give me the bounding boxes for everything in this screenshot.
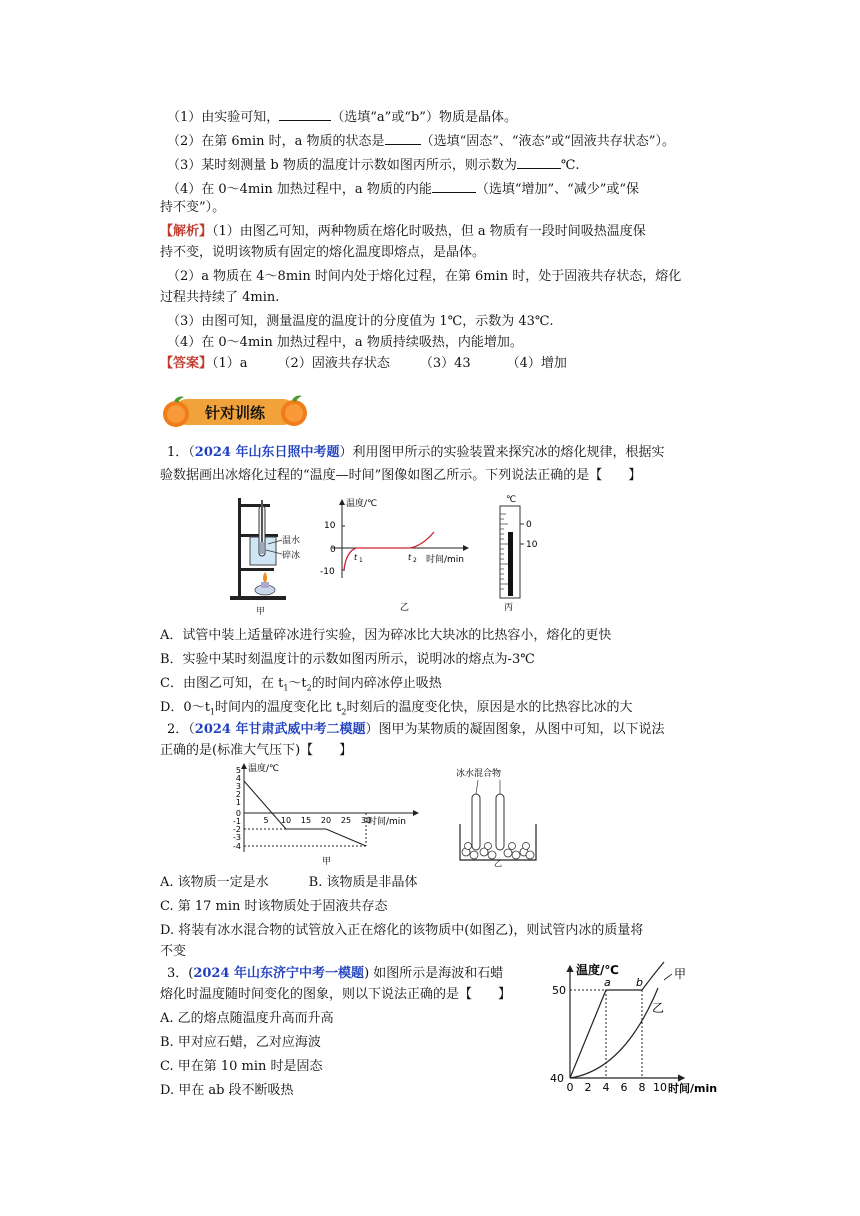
- p1-option-c[interactable]: C．由图乙可知，在 $t_1\sim t_2$的时间内碎冰停止吸热: [160, 676, 442, 693]
- p2-solidification-graph: [226, 760, 426, 870]
- svg-text:时间/min: 时间/min: [668, 1082, 718, 1095]
- p2-option-c[interactable]: C. 第 17 min 时该物质处于固液共存态: [160, 899, 388, 914]
- blank: [385, 131, 421, 145]
- p3-melting-graph: [548, 960, 738, 1100]
- banner-graphic: [160, 393, 310, 431]
- analysis-line4: 过程共持续了 4min.: [160, 290, 280, 305]
- svg-text:丙: 丙: [504, 603, 514, 613]
- svg-text:-1: -1: [233, 817, 241, 826]
- svg-text:b: b: [636, 976, 643, 989]
- analysis-line6: （4）在 0～4min 加热过程中，a 物质持续吸热，内能增加。: [167, 335, 523, 350]
- svg-text:20: 20: [320, 816, 332, 825]
- p3-option-a[interactable]: A. 乙的熔点随温度升高而升高: [160, 1011, 334, 1026]
- svg-text:t: t: [354, 553, 358, 562]
- svg-text:10: 10: [324, 521, 336, 531]
- p1-source: 2024 年山东日照中考题: [194, 445, 340, 460]
- q1-part4-cont: 持不变”）。: [160, 200, 226, 215]
- p1-line1: 1．（2024 年山东日照中考题）利用图甲所示的实验装置来探究冰的熔化规律，根据实: [167, 445, 665, 460]
- p2-source: 2024 年甘肃武威中考二模题: [194, 722, 366, 737]
- svg-text:50: 50: [552, 984, 566, 997]
- banner-title: 针对训练: [204, 404, 266, 422]
- p2-option-b[interactable]: B. 该物质是非晶体: [308, 875, 418, 890]
- svg-text:乙: 乙: [652, 1001, 665, 1015]
- svg-text:冰水混合物: 冰水混合物: [456, 769, 502, 779]
- svg-text:甲: 甲: [322, 857, 332, 867]
- analysis-line2: 持不变，说明该物质有固定的熔化温度即熔点，是晶体。: [160, 245, 486, 260]
- analysis-line3: （2）a 物质在 4～8min 时间内处于熔化过程，在第 6min 时，处于固液共存状态，熔化: [167, 269, 682, 284]
- svg-text:0: 0: [566, 1081, 574, 1094]
- svg-text:温水: 温水: [282, 536, 301, 546]
- svg-text:25: 25: [340, 816, 352, 825]
- svg-text:2: 2: [413, 557, 417, 564]
- blank: [517, 155, 561, 169]
- svg-text:2: 2: [235, 790, 241, 799]
- svg-text:℃: ℃: [506, 495, 517, 505]
- answer-line: 【答案】（1）a （2）固液共存状态 （3）43 （4）增加: [160, 356, 567, 371]
- blank: [432, 179, 476, 193]
- svg-text:6: 6: [620, 1081, 628, 1094]
- svg-text:5: 5: [235, 766, 241, 775]
- p1-line2: 验数据画出冰熔化过程的“温度—时间”图像如图乙所示。下列说法正确的是【 】: [160, 468, 642, 483]
- svg-text:甲: 甲: [674, 967, 687, 981]
- svg-text:-3: -3: [233, 833, 241, 842]
- svg-text:2: 2: [584, 1081, 592, 1094]
- q1-part2: （2）在第 6min 时，a 物质的状态是 （选填“固态”、“液态”或“固液共存状态”）。: [167, 131, 675, 151]
- section-banner: [160, 393, 310, 431]
- svg-text:时间/min: 时间/min: [368, 817, 407, 827]
- q1-part4: （4）在 0～4min 加热过程中，a 物质的内能 （选填“增加”、“减少”或“保: [167, 179, 639, 199]
- p2-option-d[interactable]: D. 将装有冰水混合物的试管放入正在熔化的该物质中(如图乙)，则试管内冰的质量将: [160, 923, 644, 938]
- p2-beaker-figure: [448, 764, 548, 868]
- analysis-line1: 【解析】（1）由图乙可知，两种物质在熔化时吸热，但 a 物质有一段时间吸热温度保: [160, 224, 646, 239]
- svg-text:10: 10: [280, 816, 292, 825]
- svg-text:10: 10: [653, 1081, 667, 1094]
- svg-text:0: 0: [330, 545, 336, 555]
- svg-text:t: t: [408, 553, 412, 562]
- svg-text:乙: 乙: [494, 859, 502, 868]
- p1-option-b[interactable]: B．实验中某时刻温度计的示数如图丙所示，说明冰的熔点为-3℃: [160, 652, 535, 667]
- p3-line1: 3．(2024 年山东济宁中考一模题) 如图所示是海波和石蜡: [167, 966, 504, 981]
- svg-text:3: 3: [235, 782, 241, 791]
- svg-text:时间/min: 时间/min: [426, 555, 465, 565]
- svg-text:温度/℃: 温度/℃: [346, 499, 378, 509]
- analysis-label: 【解析】: [160, 224, 213, 239]
- q1-part3: （3）某时刻测量 b 物质的温度计示数如图丙所示，则示数为 ℃.: [167, 155, 580, 175]
- p3-source: 2024 年山东济宁中考一模题: [193, 966, 365, 981]
- p1-thermometer-figure: [490, 492, 550, 616]
- svg-text:温度/℃: 温度/℃: [248, 764, 280, 774]
- p1-temp-graph: [318, 492, 478, 616]
- svg-text:0: 0: [235, 809, 241, 818]
- svg-text:-10: -10: [320, 567, 335, 577]
- q1-part1: （1）由实验可知， （选填“a”或“b”）物质是晶体。: [167, 107, 517, 127]
- svg-text:4: 4: [602, 1081, 610, 1094]
- svg-text:乙: 乙: [400, 603, 410, 613]
- svg-text:5: 5: [263, 816, 269, 825]
- svg-text:30: 30: [360, 816, 372, 825]
- svg-text:40: 40: [550, 1072, 564, 1085]
- p1-apparatus-figure: [228, 492, 310, 616]
- p2-line1: 2．（2024 年甘肃武威中考二模题）图甲为某物质的凝固图象，从图中可知，以下说法: [167, 722, 665, 737]
- p3-option-b[interactable]: B. 甲对应石蜡，乙对应海波: [160, 1035, 321, 1050]
- svg-text:温度/℃: 温度/℃: [576, 963, 619, 977]
- svg-text:10: 10: [526, 540, 538, 550]
- svg-text:1: 1: [359, 557, 363, 564]
- answer-label: 【答案】: [160, 356, 213, 371]
- p3-option-d[interactable]: D. 甲在 ab 段不断吸热: [160, 1083, 294, 1098]
- analysis-line5: （3）由图可知，测量温度的温度计的分度值为 1℃，示数为 43℃.: [167, 314, 554, 329]
- svg-text:甲: 甲: [256, 607, 266, 616]
- p3-option-c[interactable]: C. 甲在第 10 min 时是固态: [160, 1059, 323, 1074]
- p2-line2: 正确的是(标准大气压下)【 】: [160, 743, 353, 758]
- svg-text:15: 15: [300, 816, 312, 825]
- svg-text:a: a: [604, 976, 611, 989]
- svg-text:1: 1: [235, 798, 241, 807]
- p1-option-a[interactable]: A．试管中装上适量碎冰进行实验，因为碎冰比大块冰的比热容小，熔化的更快: [160, 628, 612, 643]
- svg-text:0: 0: [526, 520, 532, 530]
- blank: [279, 107, 331, 121]
- svg-text:-4: -4: [233, 842, 241, 851]
- p1-option-d[interactable]: D．$0\sim t_1$时间内的温度变化比 $t_2$时刻后的温度变化快，原因是水的比热容比冰的大: [160, 700, 633, 717]
- svg-text:-2: -2: [233, 825, 241, 834]
- p2-option-a[interactable]: A. 该物质一定是水 B. 该物质是非晶体: [160, 875, 418, 890]
- p2-option-d-cont: 不变: [160, 944, 187, 959]
- svg-text:8: 8: [638, 1081, 646, 1094]
- p3-line2: 熔化时温度随时间变化的图象，则以下说法正确的是【 】: [160, 987, 512, 1002]
- svg-text:碎冰: 碎冰: [282, 551, 301, 561]
- svg-text:4: 4: [235, 774, 241, 783]
